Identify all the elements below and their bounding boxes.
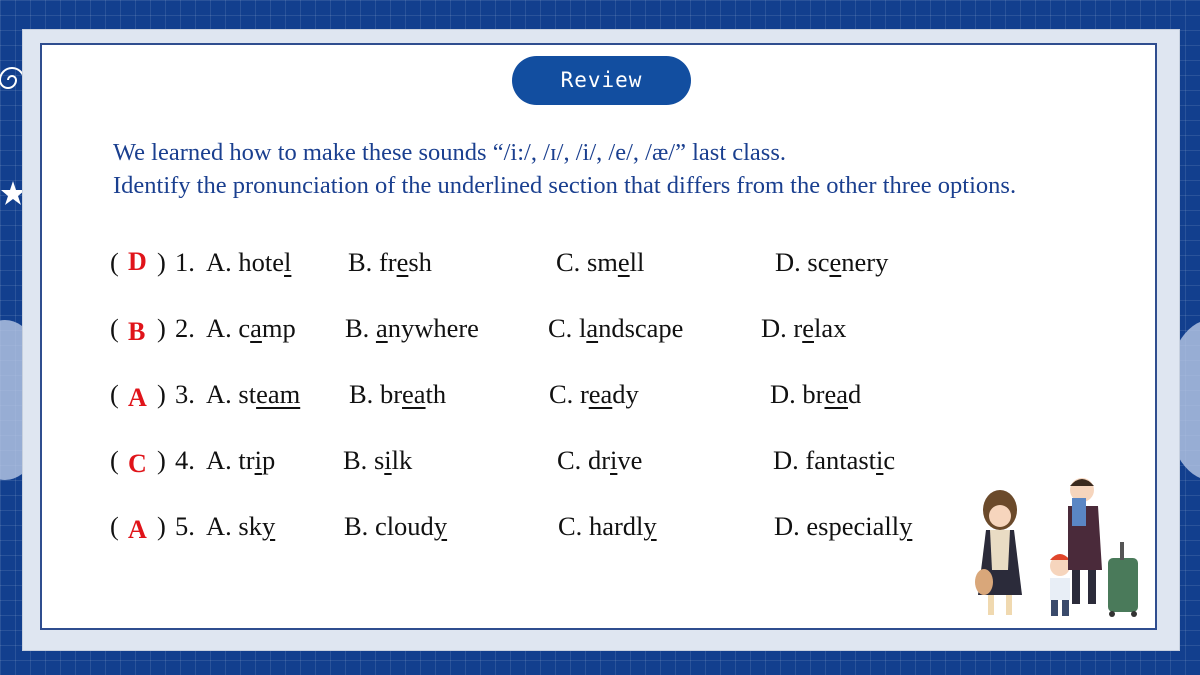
answer-letter: A <box>128 383 147 412</box>
option <box>206 511 275 542</box>
paren-close: ) <box>157 511 166 541</box>
option-word-pre: r <box>793 313 803 343</box>
option-word-pre: st <box>238 379 257 409</box>
option-letter: B. <box>345 313 370 343</box>
question-number: 4. <box>175 445 195 475</box>
option-underlined-part: l <box>284 247 292 277</box>
option-word-post: ve <box>617 445 643 475</box>
paren-open: ( <box>110 511 119 541</box>
question-number: 2. <box>175 313 195 343</box>
option-letter: A. <box>206 379 232 409</box>
answer-letter: B <box>128 317 146 346</box>
option-underlined-part: e <box>396 247 409 277</box>
option <box>343 445 412 476</box>
option-word-pre: sm <box>586 247 618 277</box>
option-underlined-part: eam <box>256 379 301 409</box>
option <box>549 379 639 410</box>
option-letter: A. <box>206 445 232 475</box>
option <box>345 313 479 344</box>
option-word-pre: dr <box>587 445 611 475</box>
option <box>344 511 447 542</box>
option-underlined-part: e <box>802 313 814 343</box>
option-letter: B. <box>344 511 369 541</box>
option-letter: B. <box>343 445 368 475</box>
option <box>773 445 895 476</box>
option-underlined-part: e <box>829 247 842 277</box>
option-letter: B. <box>349 379 374 409</box>
option-word-pre: br <box>379 379 403 409</box>
option-word-post: lk <box>391 445 413 475</box>
answer-letter: D <box>128 247 147 276</box>
option-underlined-part: ea <box>824 379 848 409</box>
option-word-pre: s <box>373 445 385 475</box>
question-row <box>110 379 960 419</box>
option <box>556 247 644 278</box>
option-word-pre: sc <box>807 247 830 277</box>
option-word-pre: l <box>578 313 587 343</box>
paren-close: ) <box>157 313 166 343</box>
paren-open: ( <box>110 313 119 343</box>
option-word-pre: c <box>238 313 251 343</box>
option-word-pre: r <box>579 379 589 409</box>
option-word-pre: br <box>802 379 825 409</box>
option-word-pre: fantast <box>805 445 877 475</box>
option-letter: B. <box>348 247 373 277</box>
option-letter: D. <box>775 247 801 277</box>
option-letter: D. <box>770 379 796 409</box>
answer-letter: C <box>128 449 147 478</box>
option-letter: A. <box>206 313 232 343</box>
option <box>206 445 275 476</box>
option <box>206 313 296 344</box>
option <box>558 511 657 542</box>
option-underlined-part: i <box>254 445 262 475</box>
paren-open: ( <box>110 445 119 475</box>
question-number: 3. <box>175 379 195 409</box>
option-word-pre: fr <box>378 247 397 277</box>
option-letter: A. <box>206 511 232 541</box>
option-letter: D. <box>774 511 800 541</box>
option-letter: C. <box>556 247 581 277</box>
option-word-post: nery <box>841 247 889 277</box>
option-underlined-part: y <box>643 511 657 541</box>
option-word-post: ndscape <box>598 313 684 343</box>
option <box>206 247 291 278</box>
option-word-pre: cloud <box>374 511 434 541</box>
option-word-post: ll <box>629 247 645 277</box>
option <box>770 379 861 410</box>
option-underlined-part: y <box>899 511 913 541</box>
option-letter: A. <box>206 247 232 277</box>
question-row <box>110 511 960 551</box>
option-underlined-part: ea <box>402 379 426 409</box>
option-word-post: p <box>261 445 276 475</box>
option-word-post: lax <box>813 313 847 343</box>
option-letter: C. <box>549 379 574 409</box>
option-word-pre: especiall <box>806 511 900 541</box>
option-word-pre: hardl <box>588 511 644 541</box>
option-word-pre: hote <box>238 247 285 277</box>
option <box>774 511 912 542</box>
answer-letter: A <box>128 515 147 544</box>
option-underlined-part: a <box>586 313 599 343</box>
option-underlined-part: i <box>876 445 884 475</box>
option-letter: C. <box>558 511 583 541</box>
option-underlined-part: ea <box>588 379 613 409</box>
paren-open: ( <box>110 379 119 409</box>
option <box>557 445 642 476</box>
paren-open: ( <box>110 247 119 277</box>
option-underlined-part: i <box>384 445 392 475</box>
family-with-suitcase-illustration <box>960 470 1160 630</box>
option-underlined-part: e <box>617 247 630 277</box>
option-underlined-part: y <box>433 511 448 541</box>
option-underlined-part: y <box>261 511 276 541</box>
option <box>348 247 432 278</box>
paren-close: ) <box>157 379 166 409</box>
question-number: 1. <box>175 247 195 277</box>
page-title: Review <box>512 56 691 105</box>
option-underlined-part: i <box>610 445 618 475</box>
option <box>775 247 888 278</box>
option-letter: C. <box>557 445 582 475</box>
option-word-pre: tr <box>238 445 255 475</box>
option <box>548 313 683 344</box>
paren-close: ) <box>157 445 166 475</box>
option <box>761 313 846 344</box>
option-underlined-part: a <box>250 313 262 343</box>
question-row <box>110 247 960 287</box>
option-letter: D. <box>761 313 787 343</box>
option-word-pre: sk <box>238 511 262 541</box>
option <box>206 379 300 410</box>
option-word-post: sh <box>408 247 432 277</box>
option-word-post: c <box>883 445 896 475</box>
option-word-post: mp <box>261 313 296 343</box>
question-row <box>110 445 960 485</box>
option-letter: D. <box>773 445 799 475</box>
option <box>349 379 446 410</box>
instruction-line-1: We learned how to make these sounds “/i:/, /ɪ/, /i/, /e/, /æ/” last class. <box>113 139 786 166</box>
instruction-line-2: Identify the pronunciation of the underlined section that differs from the other three options. <box>113 172 1017 199</box>
option-underlined-part: a <box>375 313 388 343</box>
option-word-post: d <box>848 379 862 409</box>
question-number: 5. <box>175 511 195 541</box>
option-word-post: nywhere <box>387 313 479 343</box>
question-row <box>110 313 960 353</box>
paren-close: ) <box>157 247 166 277</box>
option-letter: C. <box>548 313 573 343</box>
option-word-post: dy <box>612 379 639 409</box>
option-word-post: th <box>425 379 447 409</box>
